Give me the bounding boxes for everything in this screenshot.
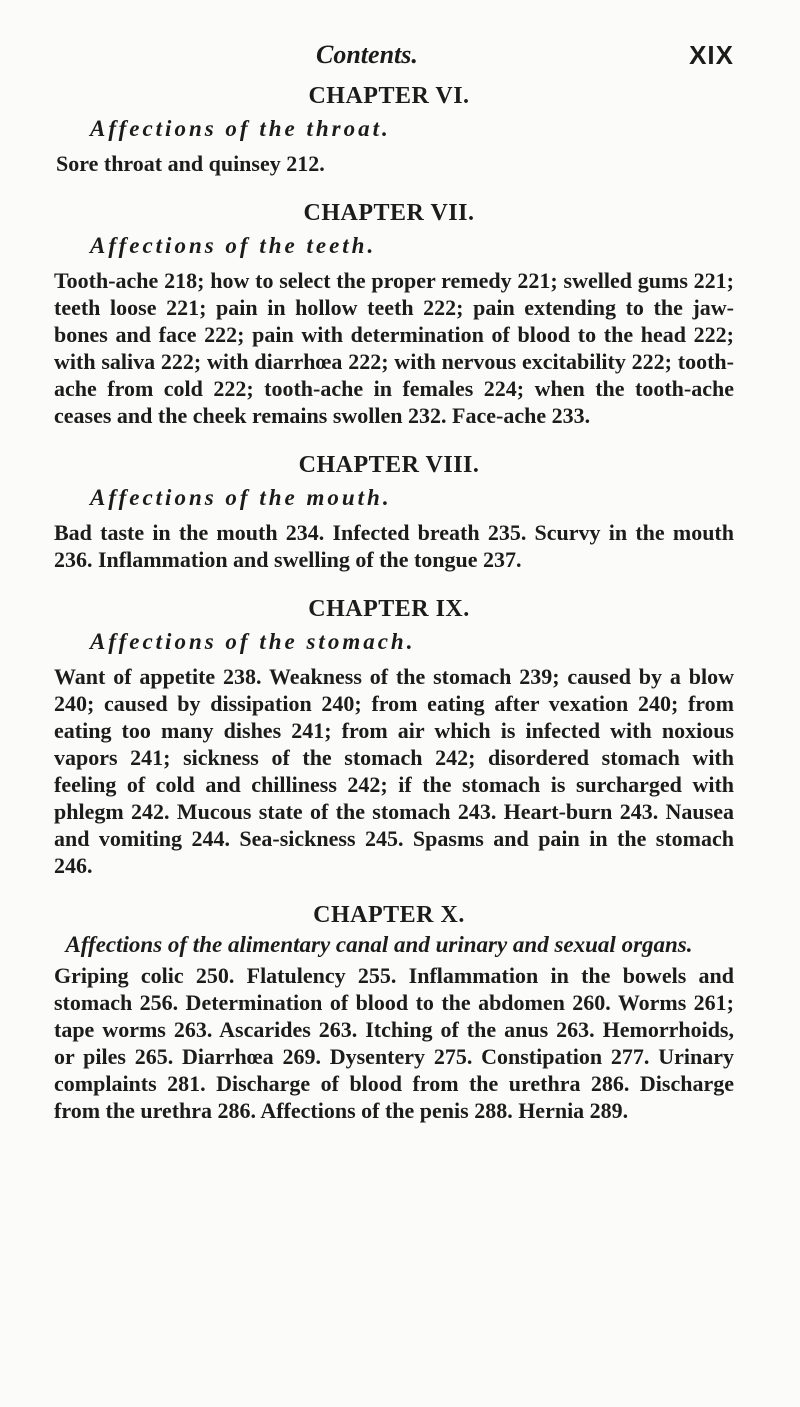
chapter-entries: Tooth-ache 218; how to select the proper remedy 221; swelled gums 221; teeth loose 221; pain in hollow teeth 222; pain extending to the jaw-bones and face 222; pain with determination of blood to the head 222; with saliva 222; with diarrhœa 222; with nervous excitability 222; tooth-ache from cold 222; tooth-ache in females 224; when the tooth-ache ceases and the cheek remains swollen 232. Face-ache 233.	[54, 268, 734, 428]
running-title: Contents.	[316, 40, 418, 69]
running-head	[44, 40, 734, 76]
chapter-entries: Bad taste in the mouth 234. Infected breath 235. Scurvy in the mouth 236. Inflammation and swelling of the tongue 237.	[54, 520, 734, 572]
chapter-section-ix	[44, 593, 734, 879]
chapter-entries: Griping colic 250. Flatulency 255. Inflammation in the bowels and stomach 256. Determination of blood to the abdomen 260. Worms 261; tape worms 263. Ascarides 263. Itching of the anus 263. Hemorrhoids, or piles 265. Diarrhœa 269. Dysentery 275. Constipation 277. Urinary complaints 281. Discharge of blood from the urethra 286. Discharge from the urethra 286. Affections of the penis 288. Hernia 289.	[54, 963, 734, 1123]
chapter-subtitle: Affections of the mouth.	[90, 485, 392, 510]
contents-page	[44, 40, 734, 1124]
chapter-heading: CHAPTER IX.	[308, 596, 470, 622]
page-number: XIX	[689, 40, 734, 70]
chapter-section-vii	[44, 197, 734, 429]
chapter-subtitle: Affections of the teeth.	[90, 233, 377, 258]
chapter-subtitle: Affections of the stomach.	[90, 629, 416, 654]
chapter-section-x	[44, 899, 734, 1124]
chapter-heading: CHAPTER VI.	[308, 83, 470, 109]
chapter-section-viii	[44, 449, 734, 573]
chapter-section-vi	[44, 80, 734, 177]
chapter-entries: Sore throat and quinsey 212.	[56, 151, 325, 176]
chapter-subtitle: Affections of the throat.	[90, 116, 391, 141]
chapter-subtitle: Affections of the alimentary canal and urinary and sexual organs.	[65, 932, 693, 957]
chapter-heading: CHAPTER VIII.	[298, 452, 480, 478]
chapter-heading: CHAPTER VII.	[303, 200, 475, 226]
chapter-heading: CHAPTER X.	[313, 902, 465, 928]
chapter-entries: Want of appetite 238. Weakness of the stomach 239; caused by a blow 240; caused by dissipation 240; from eating after vexation 240; from eating too many dishes 241; from air which is infected with noxious vapors 241; sickness of the stomach 242; disordered stomach with feeling of cold and chilliness 242; if the stomach is surcharged with phlegm 242. Mucous state of the stomach 243. Heart-burn 243. Nausea and vomiting 244. Sea-sickness 245. Spasms and pain in the stomach 246.	[54, 664, 734, 878]
